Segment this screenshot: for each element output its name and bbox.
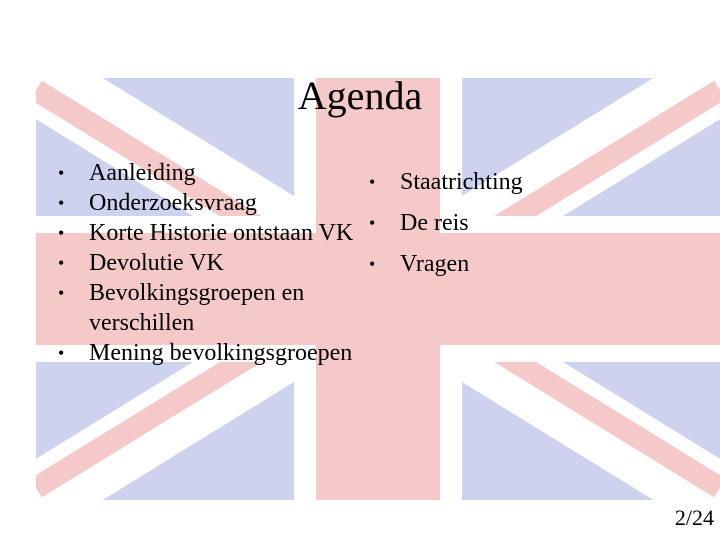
agenda-item xyxy=(37,278,357,338)
agenda-list-left xyxy=(37,158,357,368)
agenda-item xyxy=(37,218,357,248)
agenda-item xyxy=(348,203,648,244)
agenda-item-label: Bevolkingsgroepen en verschillen xyxy=(89,280,305,336)
agenda-item xyxy=(348,162,648,203)
agenda-item xyxy=(37,158,357,188)
bullet-icon: • xyxy=(58,223,65,243)
slide-title: Agenda xyxy=(297,73,423,118)
agenda-list-right xyxy=(348,162,648,285)
bullet-icon: • xyxy=(369,172,376,192)
bullet-icon: • xyxy=(58,163,65,183)
bullet-icon: • xyxy=(58,343,65,363)
agenda-item-label: Vragen xyxy=(400,251,470,277)
agenda-item xyxy=(37,188,357,218)
agenda-item-label: Staatrichting xyxy=(400,169,523,195)
agenda-item-label: Mening bevolkingsgroepen xyxy=(89,340,353,366)
bullet-icon: • xyxy=(369,213,376,233)
agenda-item xyxy=(37,338,357,368)
agenda-item-label: Korte Historie ontstaan VK xyxy=(89,220,354,246)
agenda-item-label: Devolutie VK xyxy=(89,250,224,276)
bullet-icon: • xyxy=(369,254,376,274)
bullet-icon: • xyxy=(58,253,65,273)
agenda-item xyxy=(348,244,648,285)
agenda-item-label: Aanleiding xyxy=(89,160,196,186)
agenda-item-label: De reis xyxy=(400,210,469,236)
bullet-icon: • xyxy=(58,283,65,303)
bullet-icon: • xyxy=(58,193,65,213)
agenda-item xyxy=(37,248,357,278)
agenda-item-label: Onderzoeksvraag xyxy=(89,190,257,216)
page-number: 2/24 xyxy=(674,505,714,530)
